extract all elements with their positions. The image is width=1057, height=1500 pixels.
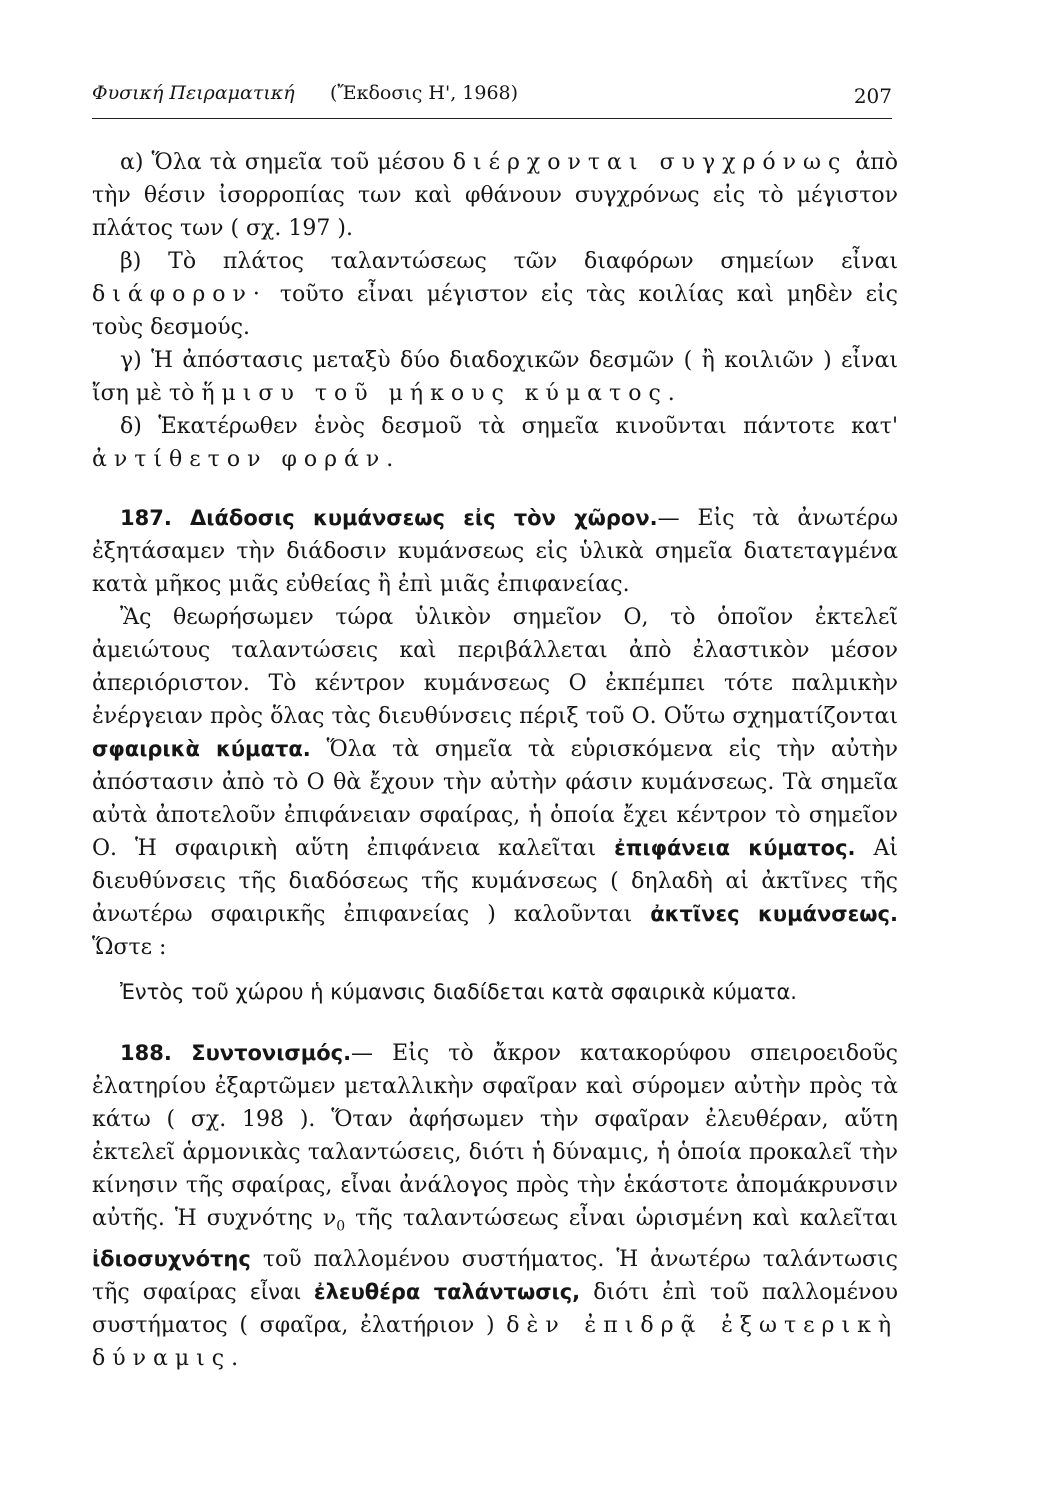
section-187-body: Ἂς θεωρήσωμεν τώρα ὑλικὸν σημεῖον Ο, τὸ ὁποῖον ἐκτελεῖ ἀμειώτους ταλαντώσεις καὶ περιβάλλεται ἀπὸ ἐλαστικὸν μέσον ἀπεριόριστον. Τὸ κέντρον κυμάνσεως Ο ἐκπέμπει τότε παλμικὴν ἐνέργειαν πρὸς ὅλας τὰς διευθύνσεις πέριξ τοῦ Ο. Οὕτω σχηματίζονται σφαιρικὰ κύματα. Ὅλα τὰ σημεῖα τὰ εὑρισκόμενα εἰς τὴν αὐτὴν ἀπόστασιν ἀπὸ τὸ Ο θὰ ἔχουν τὴν αὐτὴν φάσιν κυμάνσεως. Τὰ σημεῖα αὐτὰ ἀποτελοῦν ἐπιφάνειαν σφαίρας, ἡ ὁποία ἔχει κέντρον τὸ σημεῖον Ο. Ἡ σφαιρικὴ αὕτη ἐπιφάνεια καλεῖται ἐπιφάνεια κύματος. Αἱ διευθύνσεις τῆς διαδόσεως τῆς κυμάνσεως ( δηλαδὴ αἱ ἀκτῖνες τῆς ἀνωτέρω σφαιρικῆς ἐπιφανείας ) καλοῦνται ἀκτῖνες κυμάνσεως. Ὥστε : [92,605,898,960]
list-item-d: δ) Ἑκατέρωθεν ἑνὸς δεσμοῦ τὰ σημεῖα κινοῦνται πάντοτε κατ' ἀντίθετον φοράν. [92,414,898,472]
section-188-heading: 188. Συντονισμός. [120,1041,352,1065]
list-item-c: γ) Ἡ ἀπόστασις μεταξὺ δύο διαδοχικῶν δεσμῶν ( ἢ κοιλιῶν ) εἶναι ἴση μὲ τὸ ἥμισυ τοῦ μήκους κύματος. [92,348,898,406]
term-free-oscillation: ἐλευθέρα ταλάντωσις, [313,1280,581,1305]
emphasis-word: εἶναι [249,1280,301,1305]
section-187-heading: 187. Διάδοσις κυμάνσεως εἰς τὸν χῶρον. [120,506,658,530]
page-body [92,146,898,1375]
page-number: 207 [853,84,892,108]
spaced-text: ἀντίθετον φοράν. [92,447,401,472]
section-187-conclusion: Ἐντὸς τοῦ χώρου ἡ κύμανσις διαδίδεται κατὰ σφαιρικὰ κύματα. [120,980,797,1004]
spaced-text: δὲν ἐπιδρᾷ ἐξωτερικὴ δύναμις. [92,1313,899,1372]
running-header [92,70,892,119]
emphasis-word: εἶναι [340,1173,392,1197]
spaced-text: ἥμισυ τοῦ μήκους κύματος. [201,381,682,406]
list-item-a: α) Ὅλα τὰ σημεῖα τοῦ μέσου διέρχονται συγχρόνως ἀπὸ τὴν θέσιν ἰσορροπίας των καὶ φθάνουν συγχρόνως εἰς τὸ μέγιστον πλάτος των ( σχ. 197 ). [92,150,899,241]
book-title: Φυσική Πειραματική [92,82,295,104]
spaced-text: διάφορον· [92,282,267,307]
edition-note: (Ἔκδοσις Η', 1968) [330,82,519,104]
list-item-b: β) Τὸ πλάτος ταλαντώσεως τῶν διαφόρων σημείων εἶναι διάφορον· τοῦτο εἶναι μέγιστον εἰς τὰς κοιλίας καὶ μηδὲν εἰς τοὺς δεσμούς. [92,249,898,340]
spaced-text: διέρχονται συγχρόνως [452,150,848,175]
term-natural-frequency: ἰδιοσυχνότης [92,1247,251,1272]
term-wave-rays: ἀκτῖνες κυμάνσεως. [650,902,898,926]
section-187-paragraph: 187. Διάδοσις κυμάνσεως εἰς τὸν χῶρον.— Εἰς τὰ ἀνωτέρω ἐξητάσαμεν τὴν διάδοσιν κυμάνσεως εἰς ὑλικὰ σημεῖα διατεταγμένα κατὰ μῆκος μιᾶς εὐθείας ἢ ἐπὶ μιᾶς ἐπιφανείας. [92,506,899,597]
symbol-nu: $\nu_0$ [322,1206,346,1235]
section-188-paragraph: 188. Συντονισμός.— Εἰς τὸ ἄκρον κατακορύφου σπειροειδοῦς ἐλατηρίου ἐξαρτῶμεν μεταλλικὴν σφαῖραν καὶ σύρομεν αὐτὴν πρὸς τὰ κάτω ( σχ. 198 ). Ὅταν ἀφήσωμεν τὴν σφαῖραν ἐλευθέραν, αὕτη ἐκτελεῖ ἁρμονικὰς ταλαντώσεις, διότι ἡ δύναμις, ἡ ὁποία προκαλεῖ τὴν κίνησιν τῆς σφαίρας, εἶναι ἀνάλογος πρὸς τὴν ἑκάστοτε ἀπομάκρυνσιν αὐτῆς. Ἡ συχνότης $\nu_0$ τῆς ταλαντώσεως εἶναι ὡρισμένη καὶ καλεῖται ἰδιοσυχνότης τοῦ παλλομένου συστήματος. Ἡ ἀνωτέρω ταλάντωσις τῆς σφαίρας εἶναι ἐλευθέρα ταλάντωσις, διότι ἐπὶ τοῦ παλλομένου συστήματος ( σφαῖρα, ἐλατήριον ) δὲν ἐπιδρᾷ ἐξωτερικὴ δύναμις. [92,1041,899,1372]
term-spherical-waves: σφαιρικὰ κύματα. [92,737,311,761]
term-wave-surface: ἐπιφάνεια κύματος. [614,836,856,860]
